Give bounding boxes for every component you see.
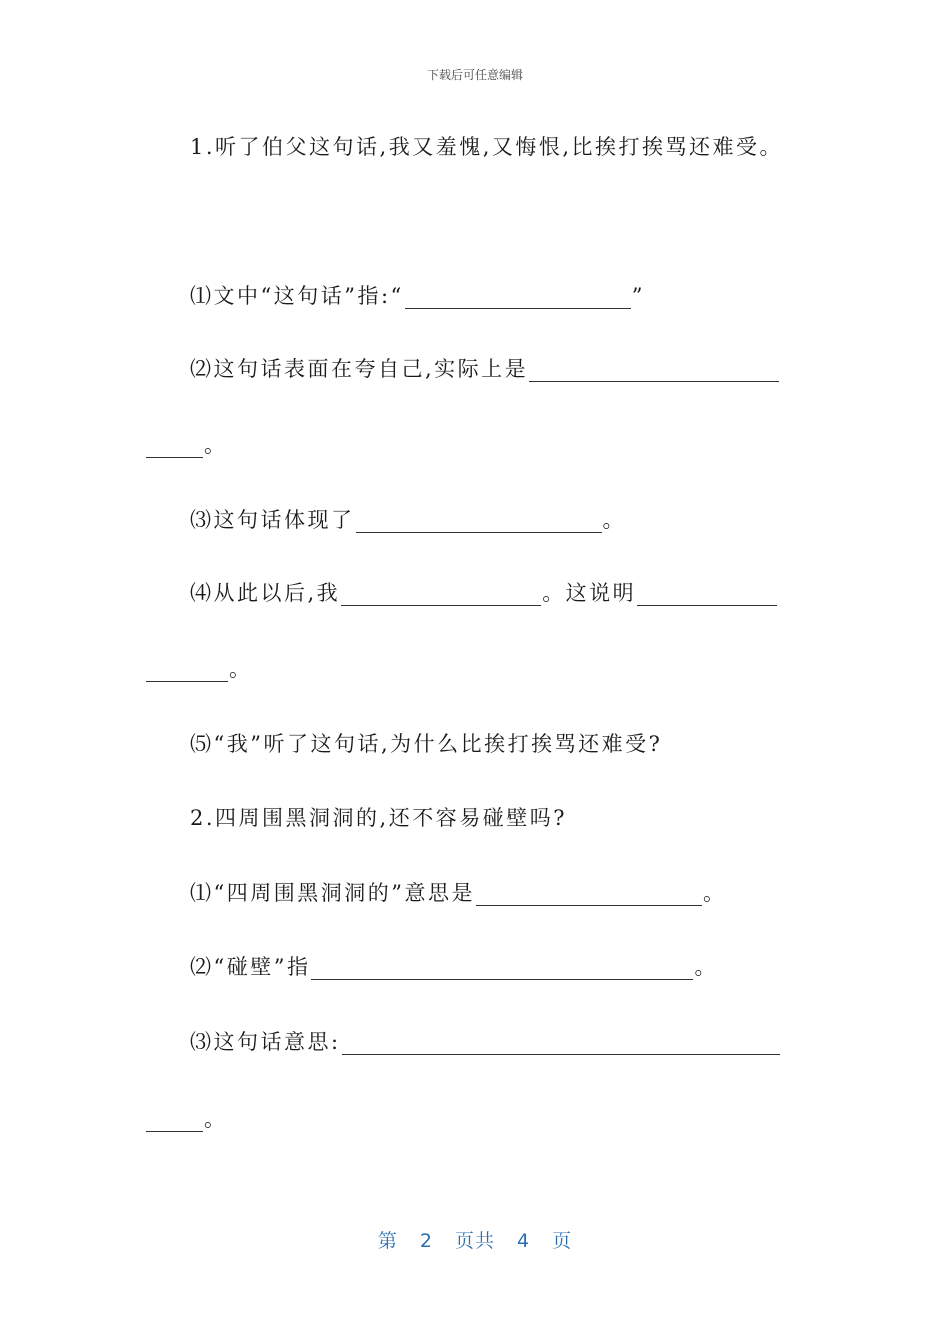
answer-blank[interactable]: [311, 959, 693, 980]
q1-sub-4-prefix: ⑷从此以后,我: [190, 581, 341, 605]
question-2-stem: [190, 805, 567, 831]
answer-blank[interactable]: [146, 437, 203, 458]
q1-sub-4-mid: 。这说明: [542, 581, 637, 605]
page-footer: [0, 1226, 950, 1253]
q1-sub-1-suffix: ”: [631, 284, 646, 308]
q2-sub-3: [190, 1029, 781, 1055]
q2-sub-1-prefix: ⑴“四周围黑洞洞的”意思是: [190, 881, 475, 905]
footer-page-number: 2: [419, 1230, 433, 1252]
footer-word-ye-gong: 页共: [454, 1230, 495, 1252]
q2-sub-2: [190, 954, 718, 980]
question-2-text: 2.四周围黑洞洞的,还不容易碰壁吗?: [190, 806, 567, 830]
q1-sub-5-text: ⑸“我”听了这句话,为什么比挨打挨骂还难受?: [190, 732, 663, 756]
q2-sub-3-continued: [145, 1106, 228, 1132]
q2-sub-2-prefix: ⑵“碰壁”指: [190, 955, 311, 979]
q1-sub-3-prefix: ⑶这句话体现了: [190, 508, 355, 532]
answer-blank[interactable]: [356, 512, 602, 533]
q2-sub-1: [190, 880, 726, 906]
q1-sub-2: [190, 356, 780, 382]
q1-sub-3-suffix: 。: [602, 508, 626, 532]
footer-word-di: 第: [377, 1230, 398, 1252]
q1-sub-3: [190, 507, 626, 533]
q1-sub-2-suffix: 。: [204, 433, 228, 457]
q1-sub-1-prefix: ⑴文中“这句话”指:“: [190, 284, 404, 308]
q2-sub-2-suffix: 。: [694, 955, 718, 979]
q1-sub-4-suffix: 。: [229, 657, 253, 681]
answer-blank[interactable]: [341, 585, 541, 606]
q2-sub-3-prefix: ⑶这句话意思:: [190, 1030, 341, 1054]
q1-sub-2-prefix: ⑵这句话表面在夸自己,实际上是: [190, 357, 529, 381]
q1-sub-4: [190, 580, 778, 606]
answer-blank[interactable]: [529, 361, 779, 382]
footer-total-pages: 4: [517, 1230, 531, 1252]
answer-blank[interactable]: [342, 1034, 780, 1055]
q2-sub-3-suffix: 。: [204, 1107, 228, 1131]
page-header: 下载后可任意编辑: [426, 68, 523, 82]
q1-sub-2-continued: [145, 432, 228, 458]
answer-blank[interactable]: [637, 585, 777, 606]
q1-sub-1: [190, 283, 645, 309]
answer-blank[interactable]: [476, 885, 702, 906]
answer-blank[interactable]: [146, 1111, 203, 1132]
question-1-stem: [190, 134, 783, 160]
q1-sub-4-continued: [145, 656, 253, 682]
question-1-text: 1.听了伯父这句话,我又羞愧,又悔恨,比挨打挨骂还难受。: [190, 135, 784, 159]
footer-word-ye: 页: [552, 1230, 573, 1252]
q1-sub-5: [190, 731, 662, 757]
answer-blank[interactable]: [146, 661, 228, 682]
answer-blank[interactable]: [405, 288, 631, 309]
q2-sub-1-suffix: 。: [702, 881, 727, 905]
